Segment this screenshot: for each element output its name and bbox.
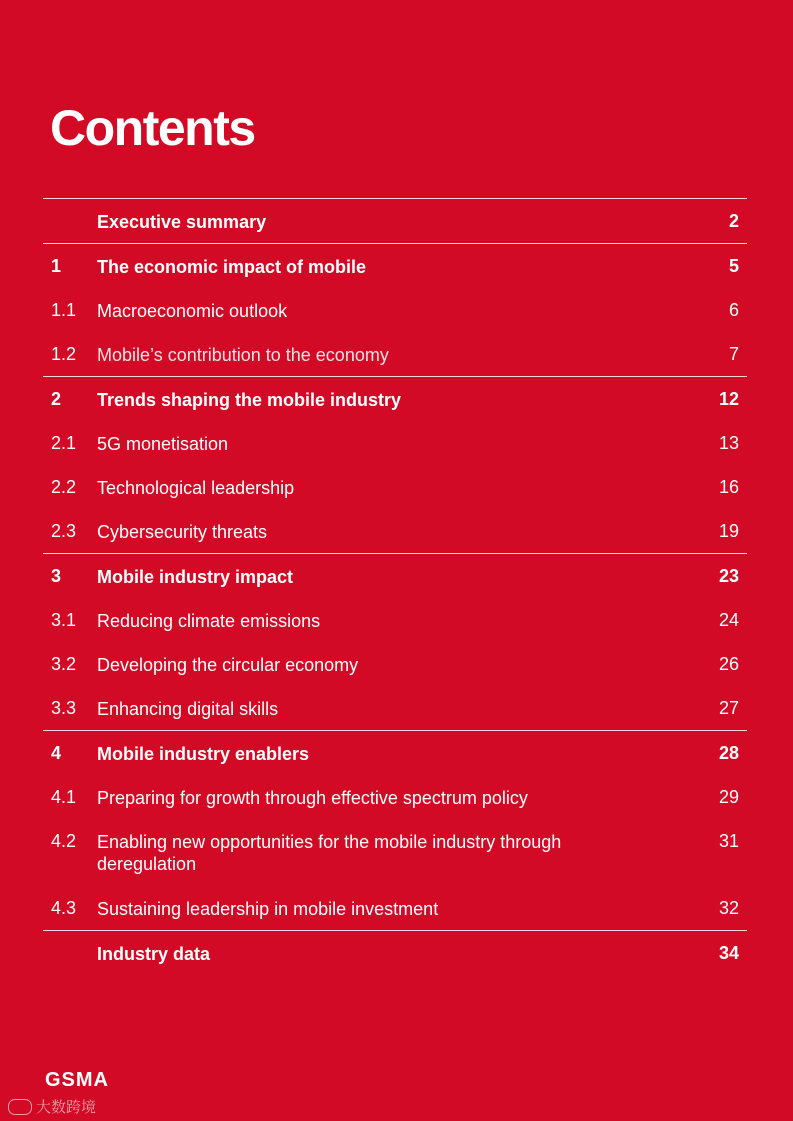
toc-entry-number: 2 [51,389,62,409]
toc-entry-label: 5G monetisation [97,434,229,454]
toc-entry-label: Developing the circular economy [97,655,359,675]
toc-entry-label: Mobile industry enablers [97,744,310,764]
page-title: Contents [50,100,255,156]
toc-entry-number: 2.1 [51,433,77,453]
toc-entry[interactable] [43,642,747,686]
toc-entry-label: Mobile’s contribution to the economy [97,345,389,365]
toc-entry-number: 4.2 [51,831,77,851]
toc-entry-label: Enhancing digital skills [97,699,279,719]
toc-entry-page: 12 [718,389,739,409]
toc-entry-number: 3.1 [51,610,77,630]
toc-entry-number: 4.3 [51,898,77,918]
toc-entry-label: Mobile industry impact [97,567,294,587]
toc-entry-number: 3.3 [51,698,77,718]
toc-entry-page: 7 [728,344,739,364]
toc-entry[interactable] [43,931,747,975]
toc-entry-label: Trends shaping the mobile industry [97,390,402,410]
toc-entry[interactable] [43,244,747,288]
toc-entry[interactable] [43,554,747,598]
toc-entry-label: Preparing for growth through effective spectrum policy [97,788,528,808]
toc-entry-page: 23 [718,566,739,586]
toc-entry[interactable] [43,288,747,332]
toc-entry[interactable] [43,686,747,730]
toc-entry-page: 5 [728,256,739,276]
toc-entry[interactable] [43,377,747,421]
toc-entry-page: 29 [718,787,739,807]
toc-entry-page: 6 [728,300,739,320]
toc-entry-number: 4 [51,743,62,763]
toc-entry-number: 4.1 [51,787,77,807]
toc-entry[interactable] [43,199,747,243]
toc-entry-number: 3 [51,566,62,586]
toc-entry-label: Technological leadership [97,478,295,498]
toc-entry-number: 1.2 [51,344,77,364]
toc-entry-page: 24 [718,610,739,630]
toc-entry-page: 34 [718,943,739,963]
toc-entry[interactable] [43,819,747,886]
toc-entry-number: 3.2 [51,654,77,674]
watermark [8,1096,96,1117]
watermark-text: 大数跨境 [36,1099,97,1116]
toc-entry-label: Cybersecurity threats [97,522,268,542]
toc-entry-label: Macroeconomic outlook [97,301,288,321]
toc-entry-page: 2 [728,211,739,231]
toc-entry-page: 32 [718,898,739,918]
toc-entry[interactable] [43,509,747,553]
toc-entry-label: Sustaining leadership in mobile investment [97,899,439,919]
toc-entry[interactable] [43,775,747,819]
toc-entry-page: 26 [718,654,739,674]
toc-entry-label: The economic impact of mobile [97,257,367,277]
toc-entry-label: Executive summary [97,212,267,232]
toc-entry-number: 1.1 [51,300,77,320]
toc-entry[interactable] [43,332,747,376]
toc-entry-page: 16 [718,477,739,497]
watermark-icon [8,1099,32,1115]
toc-entry[interactable] [43,886,747,930]
table-of-contents [43,198,747,975]
toc-entry[interactable] [43,465,747,509]
toc-entry[interactable] [43,598,747,642]
toc-entry[interactable] [43,421,747,465]
toc-entry[interactable] [43,731,747,775]
toc-entry-page: 28 [718,743,739,763]
toc-entry-page: 27 [718,698,739,718]
toc-entry-number: 2.2 [51,477,77,497]
toc-entry-label: Reducing climate emissions [97,611,321,631]
gsma-logo: GSMA [45,1069,109,1091]
toc-entry-label: Industry data [97,944,211,964]
toc-entry-page: 19 [718,521,739,541]
toc-entry-number: 1 [51,256,62,276]
toc-entry-label: Enabling new opportunities for the mobile industry through deregulation [97,832,562,874]
toc-entry-number: 2.3 [51,521,77,541]
toc-entry-page: 31 [718,831,739,851]
toc-entry-page: 13 [718,433,739,453]
